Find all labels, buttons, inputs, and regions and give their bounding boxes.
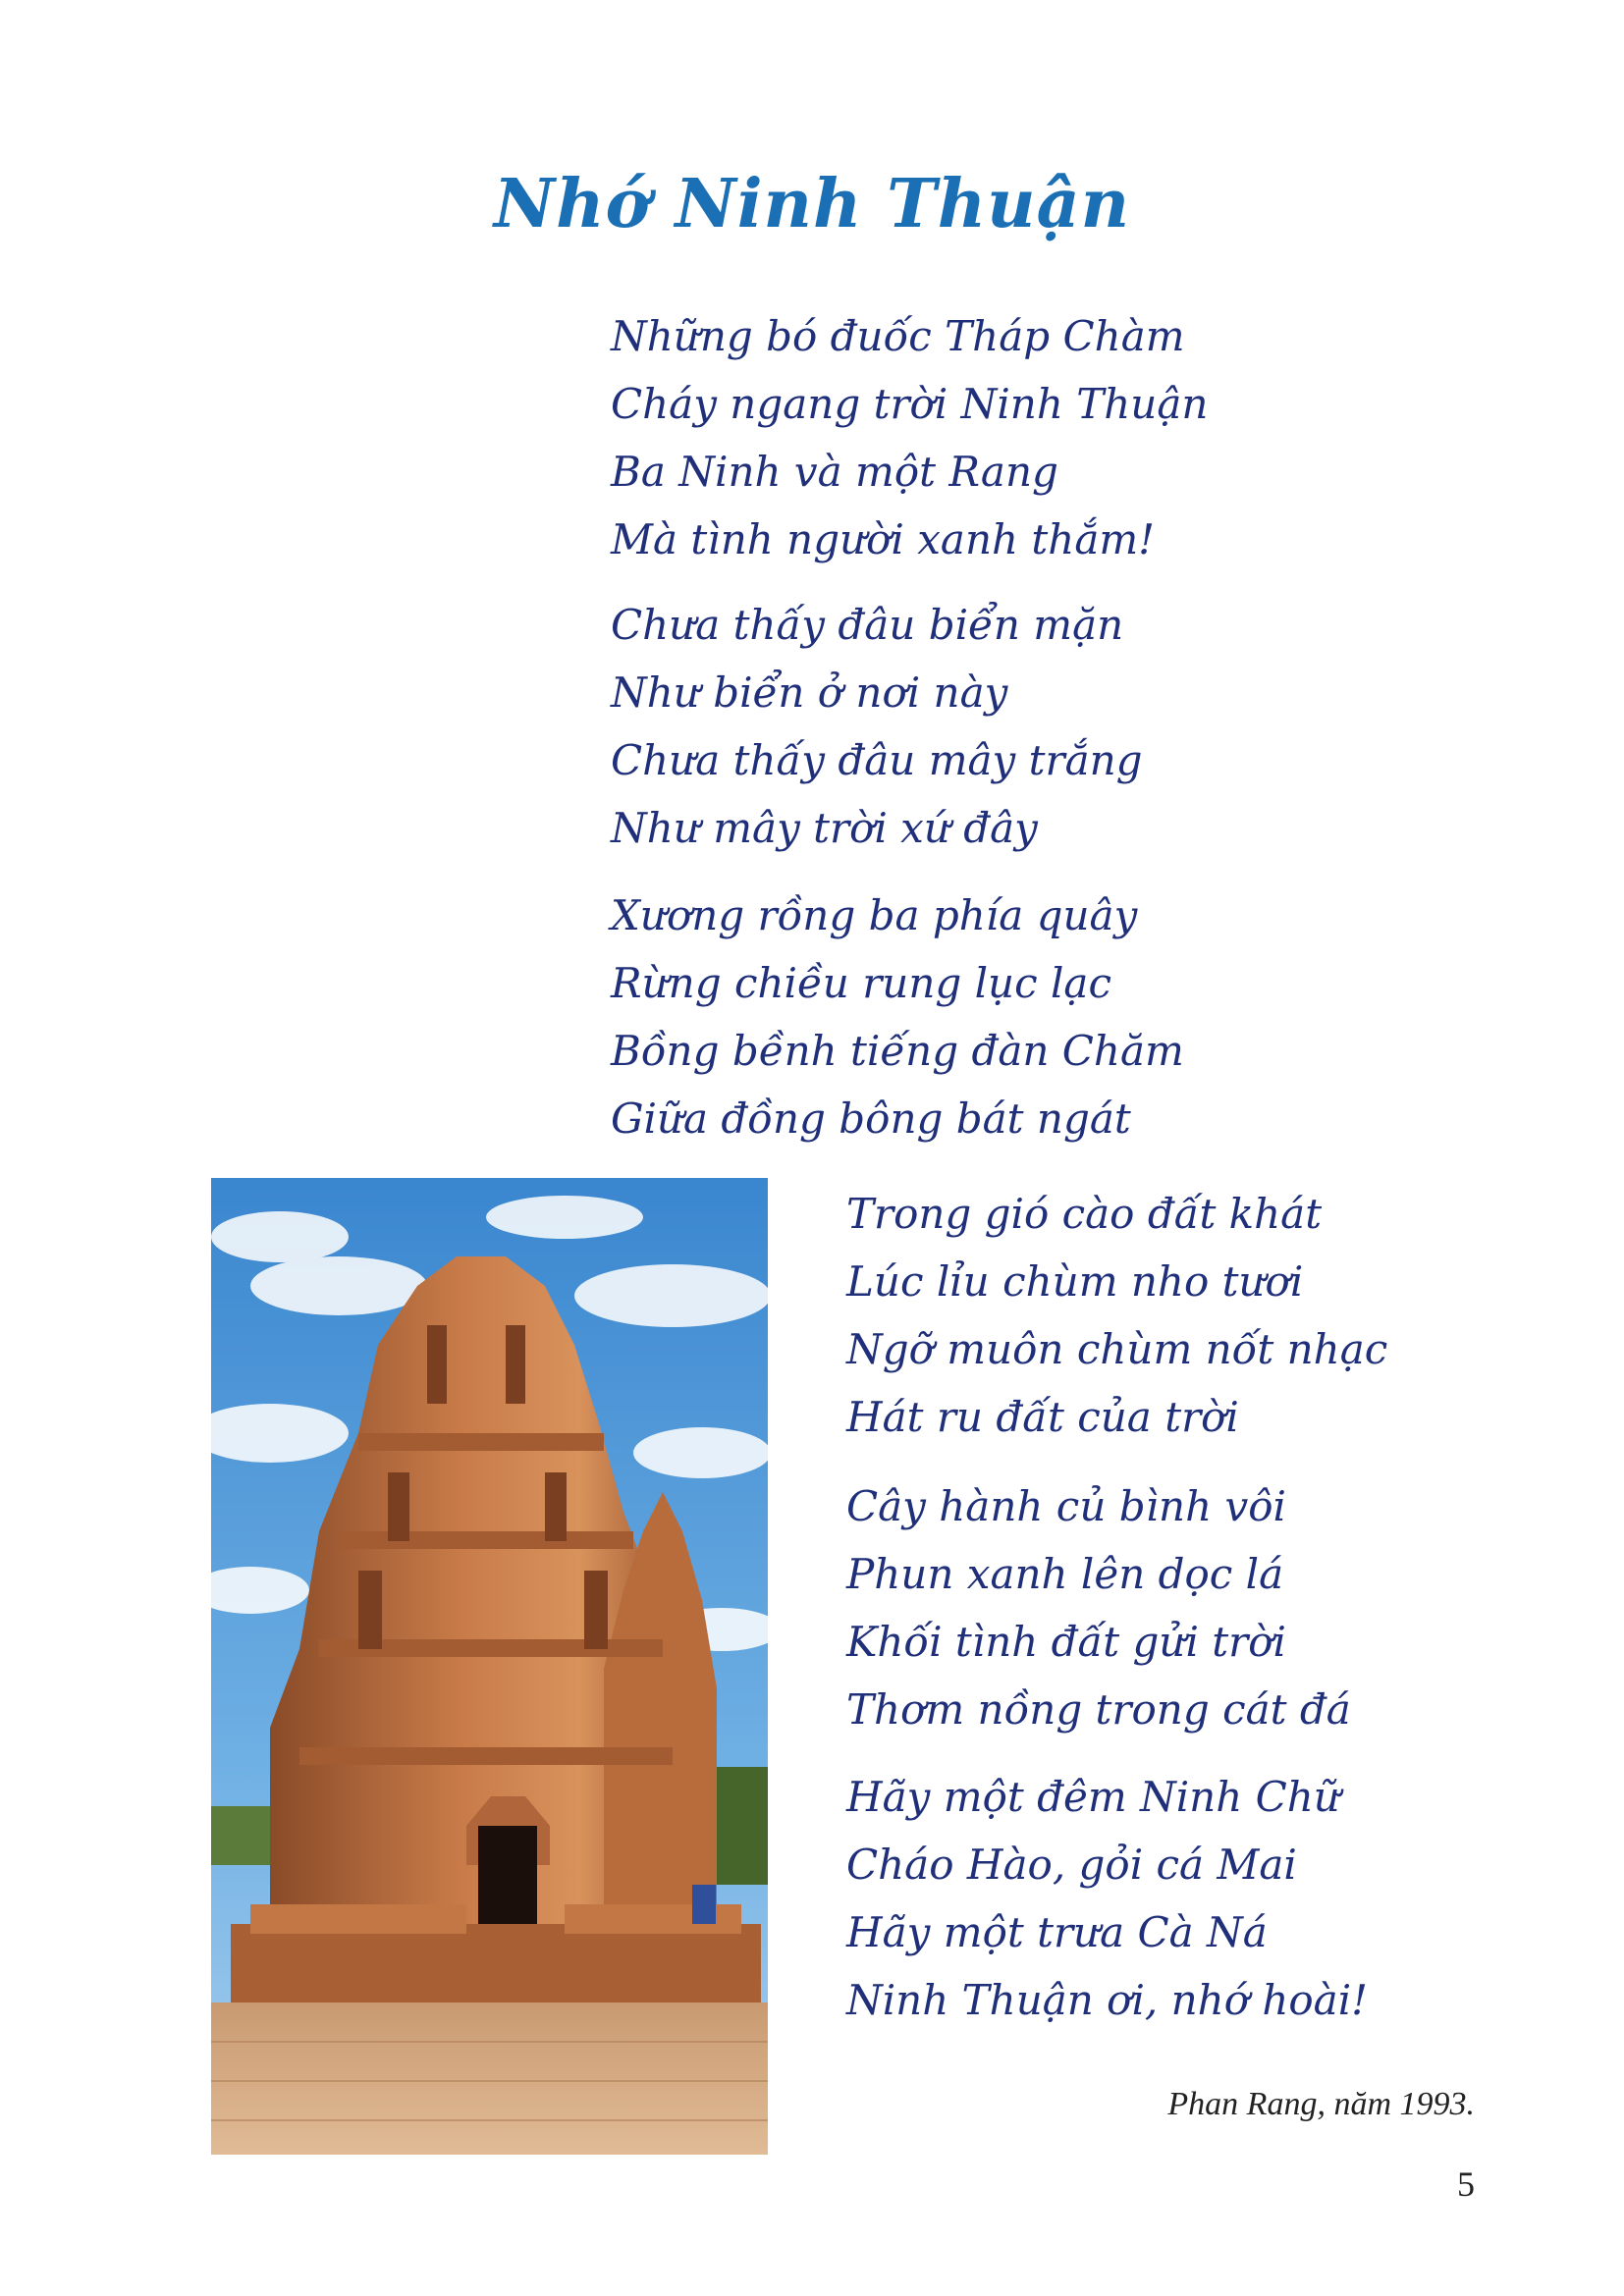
poem-line: Ngỡ muôn chùm nốt nhạc [846,1325,1388,1373]
page-number: 5 [1457,2164,1475,2204]
stanza-3 [611,881,1184,1152]
poem-line: Ninh Thuận ơi, nhớ hoài! [846,1976,1369,2024]
poem-line: Giữa đồng bông bát ngát [611,1095,1131,1143]
poem-line: Cháy ngang trời Ninh Thuận [611,380,1209,428]
poem-line: Cây hành củ bình vôi [846,1482,1286,1530]
stanza-5 [846,1472,1351,1743]
poem-line: Phun xanh lên dọc lá [846,1550,1284,1598]
poem-line: Hãy một đêm Ninh Chữ [846,1773,1340,1821]
poem-line: Lúc lỉu chùm nho tươi [846,1257,1304,1306]
poem-line: Xương rồng ba phía quây [611,891,1138,939]
poem-line: Mà tình người xanh thắm! [611,515,1156,563]
stanza-1 [611,302,1208,573]
poem-line: Chưa thấy đâu mây trắng [611,736,1143,784]
poem-line: Trong gió cào đất khát [846,1190,1323,1238]
poem-line: Những bó đuốc Tháp Chàm [611,312,1185,360]
poem-line: Cháo Hào, gỏi cá Mai [846,1841,1297,1889]
poem-line: Ba Ninh và một Rang [611,448,1058,496]
poem-line: Khối tình đất gửi trời [846,1618,1286,1666]
poem-line: Hãy một trưa Cà Ná [846,1908,1268,1956]
stanza-6 [846,1763,1368,2034]
cham-tower-photo [211,1178,768,2155]
poem-line: Thơm nồng trong cát đá [846,1685,1351,1734]
stanza-4 [846,1180,1387,1451]
poem-line: Chưa thấy đâu biển mặn [611,601,1124,649]
poem-title: Nhớ Ninh Thuận [493,165,1131,243]
poem-line: Bồng bềnh tiếng đàn Chăm [611,1027,1184,1075]
poem-signature: Phan Rang, năm 1993. [1167,2086,1475,2122]
stanza-2 [611,591,1143,862]
poem-line: Như biển ở nơi này [611,668,1008,717]
poem-line: Như mây trời xứ đây [611,804,1038,852]
poem-line: Hát ru đất của trời [846,1393,1239,1441]
poem-line: Rừng chiều rung lục lạc [611,959,1111,1007]
